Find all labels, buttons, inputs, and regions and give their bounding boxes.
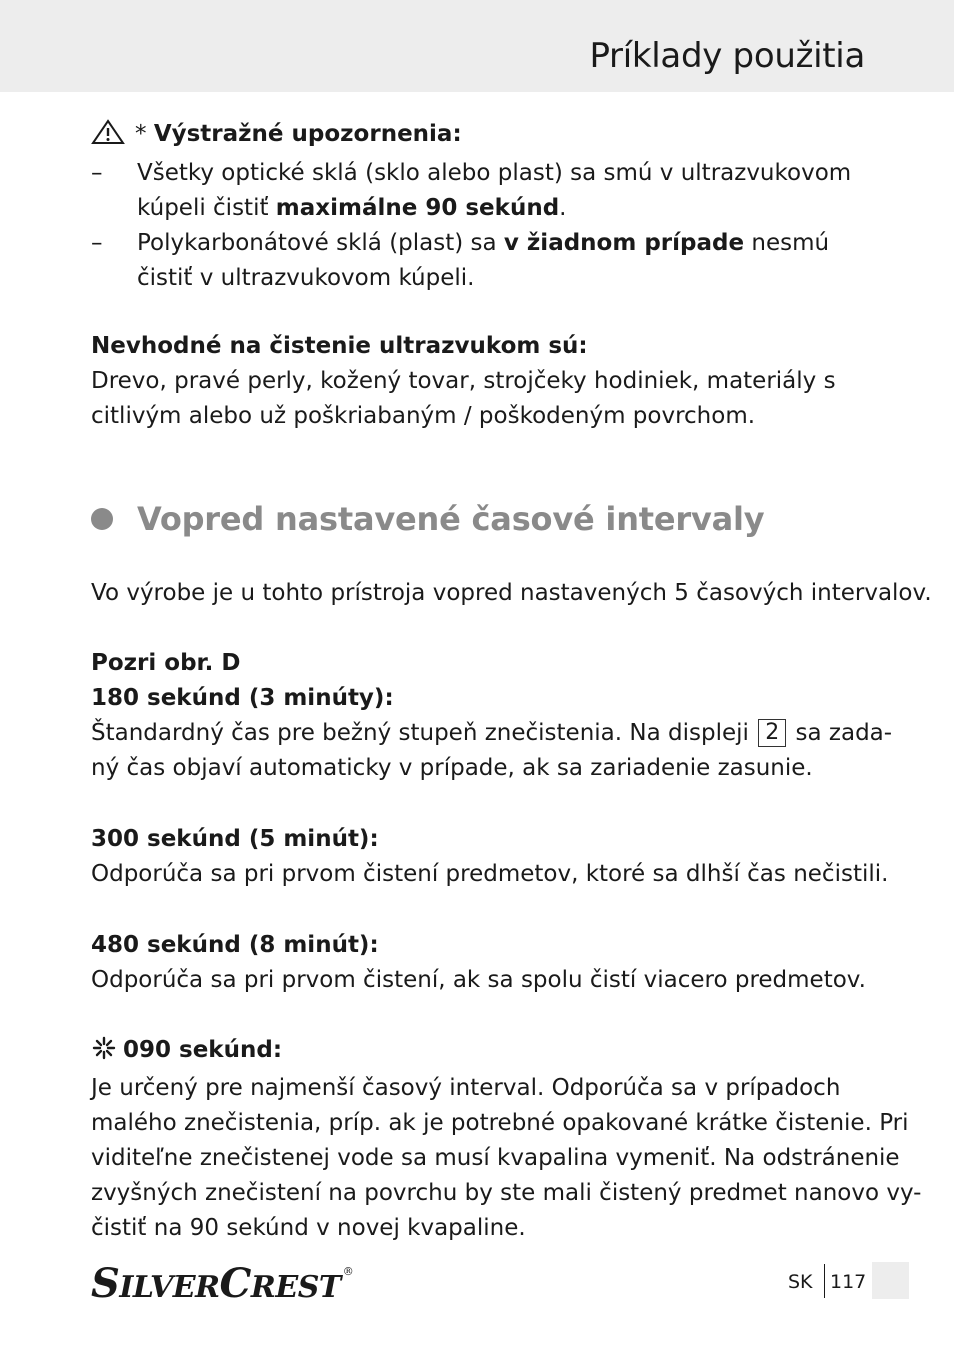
silvercrest-logo	[91, 1260, 353, 1307]
unsuitable-block	[91, 329, 891, 434]
figure-reference: Pozri obr. D	[91, 650, 241, 676]
text-run: Štandardný čas pre bežný stupeň znečistenia. Na displeji	[91, 720, 757, 746]
warning-item-line: čistiť v ultrazvukovom kúpeli.	[137, 265, 475, 291]
warning-block	[91, 117, 871, 296]
interval-text-line: čistiť na 90 sekúnd v novej kvapaline.	[91, 1215, 526, 1241]
interval-heading: 180 sekúnd (3 minúty):	[91, 685, 394, 711]
interval-480-block	[91, 928, 891, 998]
footer-language-code: SK	[788, 1271, 813, 1293]
interval-text-line: Odporúča sa pri prvom čistení, ak sa spolu čistí viacero predmetov.	[91, 967, 866, 993]
warning-item	[91, 226, 871, 296]
section-bullet-icon	[91, 508, 113, 530]
emphasis-text: v žiadnom prípade	[503, 230, 745, 256]
warning-asterisk: *	[135, 121, 154, 147]
dash-bullet: –	[91, 160, 103, 186]
interval-text-line: zvyšných znečistení na povrchu by ste mali čistený predmet nanovo vy-	[91, 1180, 922, 1206]
interval-180-block	[91, 646, 891, 786]
interval-text-line	[91, 716, 891, 751]
sparkle-icon	[91, 1036, 117, 1071]
text-run: kúpeli čistiť	[137, 195, 276, 221]
interval-text-line: malého znečistenia, príp. ak je potrebné opakované krátke čistenie. Pri	[91, 1110, 909, 1136]
interval-heading: 090 sekúnd:	[123, 1037, 283, 1063]
warning-heading-line	[91, 117, 871, 156]
footer-divider	[824, 1264, 825, 1298]
warning-item-line: Všetky optické sklá (sklo alebo plast) sa smú v ultrazvukovom	[137, 160, 852, 186]
text-run: Polykarbonátové sklá (plast) sa	[137, 230, 504, 256]
unsuitable-heading: Nevhodné na čistenie ultrazvukom sú:	[91, 333, 588, 359]
unsuitable-line: citlivým alebo už poškriabaným / poškodeným povrchom.	[91, 403, 756, 429]
warning-heading: Výstražné upozornenia:	[153, 121, 462, 147]
interval-090-block	[91, 1033, 922, 1246]
interval-heading: 300 sekúnd (5 minút):	[91, 826, 379, 852]
logo-letters: REST	[250, 1270, 341, 1305]
footer-tab-marker	[872, 1262, 909, 1299]
warning-item-line	[137, 191, 871, 226]
dash-bullet: –	[91, 230, 103, 256]
logo-letters: ILVER	[119, 1270, 220, 1305]
intro-text: Vo výrobe je u tohto prístroja vopred nastavených 5 časových intervalov.	[91, 580, 932, 606]
interval-300-block	[91, 822, 891, 892]
interval-heading: 480 sekúnd (8 minút):	[91, 932, 379, 958]
warning-item-line	[137, 226, 871, 261]
interval-heading-line	[91, 1033, 891, 1071]
registered-mark: ®	[342, 1265, 354, 1278]
page-title: Príklady použitia	[589, 36, 865, 76]
interval-text-line: viditeľne znečistenej vode sa musí kvapalina vymeniť. Na odstránenie	[91, 1145, 900, 1171]
section-heading: Vopred nastavené časové intervaly	[137, 500, 765, 538]
logo-letter: C	[219, 1260, 251, 1307]
page-number: 117	[830, 1271, 867, 1293]
interval-text-line: Je určený pre najmenší časový interval. Odporúča sa v prípadoch	[91, 1075, 841, 1101]
display-reference-box: 2	[758, 719, 786, 747]
unsuitable-line: Drevo, pravé perly, kožený tovar, strojčeky hodiniek, materiály s	[91, 368, 836, 394]
text-run: sa zada-	[788, 720, 893, 746]
logo-letter: S	[91, 1260, 120, 1307]
text-run: nesmú	[744, 230, 830, 256]
text-run: .	[559, 195, 567, 221]
interval-text-line: Odporúča sa pri prvom čistení predmetov, ktoré sa dlhší čas nečistili.	[91, 861, 889, 887]
warning-triangle-icon	[91, 119, 125, 156]
warning-item	[91, 156, 871, 226]
interval-text-line: ný čas objaví automaticky v prípade, ak sa zariadenie zasunie.	[91, 755, 813, 781]
emphasis-text: maximálne 90 sekúnd	[275, 195, 560, 221]
